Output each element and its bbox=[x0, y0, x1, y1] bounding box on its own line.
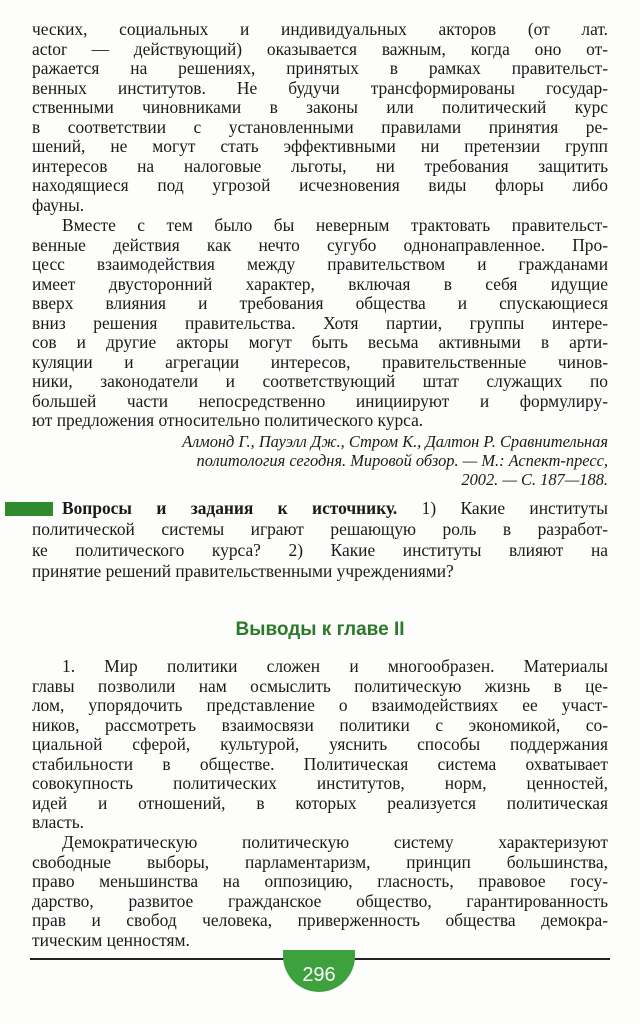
citation-line: 2002. — С. 187—188. bbox=[461, 470, 608, 489]
text-line: цесс взаимодействия между правительством и гражданами bbox=[32, 254, 608, 274]
task-heading: Вопросы и задания к источнику. bbox=[62, 498, 398, 518]
text-line: циальной сферой, культурой, уяснить способы поддержания bbox=[32, 734, 608, 754]
text-line: имеет двусторонний характер, включая в себя идущие bbox=[32, 273, 608, 294]
text-line: прав и свобод человека, приверженность общества демокра- bbox=[32, 910, 608, 930]
page-number-badge: 296 bbox=[283, 950, 355, 992]
text-line: ке политического курса? 2) Какие институты влияют на bbox=[32, 540, 608, 560]
text-line: тическим ценностям. bbox=[32, 929, 190, 950]
text-line: принятие решений правительственными учреждениями? bbox=[32, 561, 454, 581]
text-line: ют предложения относительно политического курса. bbox=[32, 410, 424, 430]
text-line: сов и другие акторы могут быть весьма активными в арти- bbox=[32, 332, 608, 352]
text-line: свободные выборы, парламентаризм, принцип большинства, bbox=[32, 851, 608, 872]
text-line: интересов на налоговые льготы, ни требования защитить bbox=[32, 155, 608, 176]
task-text: 1) Какие институты bbox=[397, 498, 608, 518]
text-line: в соответствии с установленными правилами принятия ре- bbox=[32, 116, 608, 137]
text-line: венных институтов. Не будучи трансформированы государ- bbox=[32, 77, 608, 98]
text-line: ники, законодатели и соответствующий штат служащих по bbox=[32, 371, 608, 391]
text-line: ческих, социальных и индивидуальных акторов (от лат. bbox=[32, 19, 608, 39]
source-questions bbox=[32, 498, 608, 582]
chapter-conclusions-heading: Выводы к главе II bbox=[235, 619, 405, 640]
paragraph-2 bbox=[32, 216, 608, 431]
text-line: право меньшинства на оппозицию, гласность, правовое госу- bbox=[32, 871, 608, 891]
text-line: Демократическую политическую систему характеризуют bbox=[62, 832, 608, 852]
text-line: большей части непосредственно инициируют и формулиру- bbox=[32, 390, 608, 411]
text-line: находящиеся под угрозой исчезновения виды флоры либо bbox=[32, 175, 608, 195]
text-line: вниз решения правительства. Хотя партии, группы интере- bbox=[32, 312, 608, 333]
text-line: куляции и агрегации интересов, правительственные чинов- bbox=[32, 351, 608, 372]
text-line: дарство, развитое гражданское общество, гарантированность bbox=[32, 890, 608, 911]
text-line: ражается на решениях, принятых в рамках правительст- bbox=[32, 58, 608, 78]
text-line: совокупность политических институтов, норм, ценностей, bbox=[32, 773, 608, 793]
text-line: идей и отношений, в которых реализуется политическая bbox=[32, 792, 608, 813]
text-line: главы позволили нам осмыслить политическую жизнь в це- bbox=[32, 675, 608, 696]
text-line: ников, рассмотреть взаимосвязи политики с экономикой, со- bbox=[32, 714, 608, 735]
text-line: ственными чиновниками в законы или политический курс bbox=[32, 97, 608, 117]
citation-line: Алмонд Г., Пауэлл Дж., Стром К., Далтон Р. Сравнительная bbox=[182, 432, 608, 451]
citation-line: политология сегодня. Мировой обзор. — М.: Аспект-пресс, bbox=[196, 451, 608, 470]
text-line: вверх влияния и требования общества и спускающиеся bbox=[32, 293, 608, 313]
text-line: Вместе с тем было бы неверным трактовать правительст- bbox=[62, 215, 608, 235]
text-line: лом, упорядочить представление о взаимодействиях ее участ- bbox=[32, 695, 608, 715]
citation bbox=[48, 432, 608, 489]
text-line: стабильности в обществе. Политическая система охватывает bbox=[32, 753, 608, 774]
text-line: политической системы играют решающую роль в разработ- bbox=[32, 519, 608, 539]
text-line: власть. bbox=[32, 812, 84, 832]
text-line: венные действия как нечто сугубо однонаправленное. Про- bbox=[32, 234, 608, 255]
text-line: 1. Мир политики сложен и многообразен. Материалы bbox=[62, 656, 608, 676]
paragraph-3 bbox=[32, 657, 608, 833]
paragraph-1 bbox=[32, 20, 608, 215]
text-line: фауны. bbox=[32, 194, 85, 215]
paragraph-4 bbox=[32, 833, 608, 950]
task-first-line bbox=[32, 498, 608, 519]
text-line: actor — действующий) оказывается важным, когда оно от- bbox=[32, 38, 608, 59]
text-line: шений, не могут стать эффективными ни претензии групп bbox=[32, 136, 608, 156]
